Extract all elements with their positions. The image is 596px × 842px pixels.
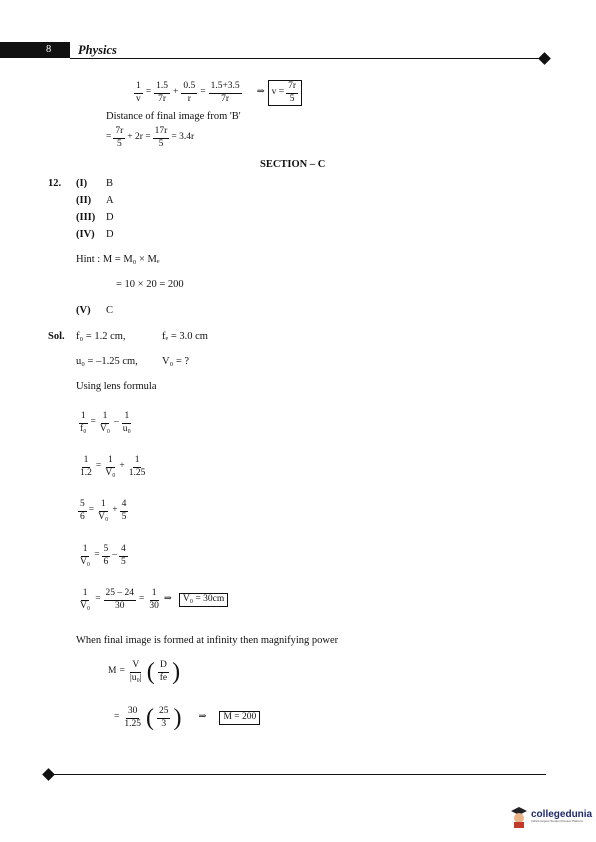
part-row: (II) A bbox=[76, 195, 114, 206]
header-rule bbox=[70, 58, 544, 59]
part-row: (III) D bbox=[76, 212, 114, 223]
result-box-m: M = 200 bbox=[219, 711, 260, 725]
equation-3: $\frac{5}{6}$ = $\frac{1}{\text{V₀}}$ + $\frac{4}{5}$ bbox=[80, 499, 127, 522]
part-row: (IV) D bbox=[76, 229, 114, 240]
magnification-calc: = $\frac{30}{1.25}$ ( $\frac{25}{3}$ ) ⇒ M = 200 bbox=[114, 706, 260, 730]
logo-mascot-icon bbox=[510, 806, 528, 828]
f0-value: f₀ = 1.2 cm, bbox=[76, 331, 126, 342]
part-v-row: (V) C bbox=[76, 305, 114, 316]
top-equation: $\frac{1}{v}$ = $\frac{1.5}{7r}$ + $\frac{0.5}{r}$ = $\frac{1.5+3.5}{7r}$ ⇒ v = $\frac{7r}{5}$ bbox=[134, 80, 302, 106]
magnify-text: When final image is formed at infinity then magnifying power bbox=[76, 635, 339, 646]
equation-5: $\frac{1}{\text{V₀}}$ = $\frac{25 - 24}{30}$ = $\frac{1}{30}$ ⇒ V₀ = 30cm bbox=[78, 589, 228, 611]
distance-text: Distance of final image from 'B' bbox=[106, 111, 241, 122]
logo-tagline: India's largest Student Review Platform bbox=[531, 819, 584, 824]
lens-formula-text: Using lens formula bbox=[76, 381, 157, 392]
distance-equation: = $\frac{7r}{5}$ + 2r = $\frac{17r}{5}$ = 3.4r bbox=[106, 126, 195, 149]
solution-label: Sol. bbox=[48, 331, 65, 342]
footer-rule bbox=[50, 774, 546, 775]
collegedunia-logo bbox=[510, 806, 592, 828]
result-box-v: v = $\frac{7r}{5}$ bbox=[268, 80, 302, 106]
logo-text: collegedunia bbox=[531, 809, 593, 821]
equation-2: $\frac{1}{1.2}$ = $\frac{1}{\text{V₀}}$ + $\frac{1}{1.25}$ bbox=[80, 455, 146, 478]
part-row: (I) B bbox=[76, 178, 114, 189]
q12-parts bbox=[76, 179, 114, 247]
magnification-equation: M = $\frac{V}{\text{|u₀|}}$ ( $\frac{D}{fe}$ ) bbox=[108, 659, 181, 685]
u0-value: u₀ = –1.25 cm, bbox=[76, 356, 138, 367]
v0-value: V₀ = ? bbox=[162, 356, 190, 367]
equation-1: $\frac{1}{\text{f₀}}$ = $\frac{1}{\text{V₀}}$ – $\frac{1}{\text{u₀}}$ bbox=[80, 411, 131, 434]
header-diamond bbox=[538, 52, 551, 65]
subject-title: Physics bbox=[78, 43, 117, 57]
header-bar bbox=[0, 42, 70, 58]
result-box-v0: V₀ = 30cm bbox=[179, 593, 228, 607]
equation-4: $\frac{1}{\text{V₀}}$ = $\frac{5}{6}$ – $\frac{4}{5}$ bbox=[80, 544, 126, 567]
hint-calc: = 10 × 20 = 200 bbox=[116, 279, 184, 290]
fe-value: fₑ = 3.0 cm bbox=[162, 331, 208, 342]
section-title: SECTION – C bbox=[260, 159, 326, 170]
question-number: 12. bbox=[48, 178, 62, 189]
page-number: 8 bbox=[46, 44, 52, 55]
hint-text: Hint : M = M₀ × Mₑ bbox=[76, 254, 160, 265]
